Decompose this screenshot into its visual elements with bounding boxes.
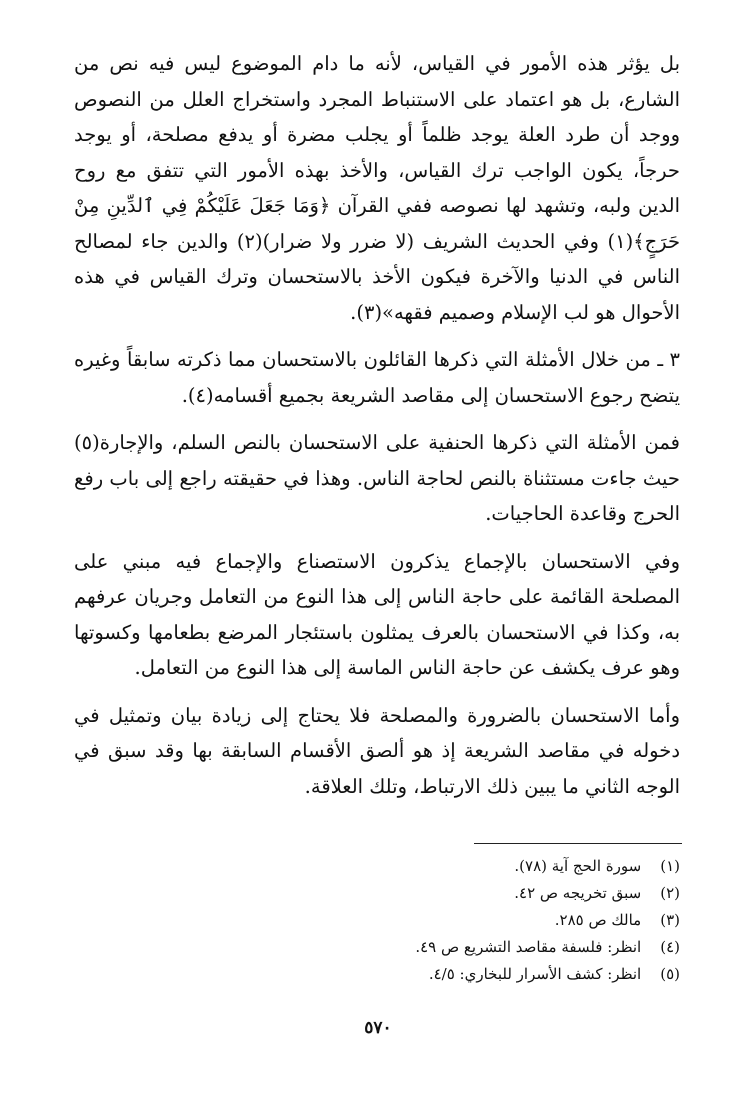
paragraph-3: فمن الأمثلة التي ذكرها الحنفية على الاستحسان بالنص السلم، والإجارة(٥) حيث جاءت مستثناة بالنص لحاجة الناس. وهذا في حقيقته راجع إلى باب رفع الحرج وقاعدة الحاجيات. [74,431,680,525]
page-number: ٥٧٠ [364,1018,392,1038]
footnote-text: سبق تخريجه ص ٤٢. [514,884,642,902]
footnote-text: سورة الحج آية (٧٨). [514,857,642,875]
footnote-text: انظر: كشف الأسرار للبخاري: ٤/٥. [428,965,642,983]
footnote-number: (٤) [660,938,680,956]
footnote-item [280,934,680,961]
paragraph-1: بل يؤثر هذه الأمور في القياس، لأنه ما دام الموضوع ليس فيه نص من الشارع، بل هو اعتماد على الاستنباط المجرد واستخراج العلل من النصوص ووجد أن طرد العلة يوجد ظلماً أو يجلب مضرة أو يدفع مصلحة، أو يوجد حرجاً، يكون الواجب ترك القياس، والأخذ بهذه الأمور التي تتفق مع روح الدين ولبه، وتشهد لها نصوصه ففي القرآن ﴿وَمَا جَعَلَ عَلَيْكُمْ فِي ٱلدِّينِ مِنْ حَرَجٍ﴾(١) وفي الحديث الشريف (لا ضرر ولا ضرار)(٢) والدين جاء لمصالح الناس في الدنيا والآخرة فيكون الأخذ بالاستحسان وترك القياس في هذه الأحوال هو لب الإسلام وصميم فقهه»(٣). [74,52,680,324]
footnotes-list [280,853,680,988]
paragraph-4: وفي الاستحسان بالإجماع يذكرون الاستصناع والإجماع فيه مبني على المصلحة القائمة على حاجة الناس إلى هذا النوع من التعامل وجريان عرفهم به، وكذا في الاستحسان بالعرف يمثلون باستئجار المرضع بطعامها وكسوتها وهو عرف يكشف عن حاجة الناس الماسة إلى هذا النوع من التعامل. [74,549,680,679]
footnote-item [280,880,680,907]
footnote-item [280,961,680,988]
footnote-item [280,853,680,880]
footnote-item [280,907,680,934]
footnote-text: انظر: فلسفة مقاصد التشريع ص ٤٩. [415,938,642,956]
footnote-number: (١) [660,857,680,875]
paragraph-5: وأما الاستحسان بالضرورة والمصلحة فلا يحتاج إلى زيادة بيان وتمثيل في دخوله في مقاصد الشريعة إذ هو ألصق الأقسام السابقة بها وقد سبق في الوجه الثاني ما يبين ذلك الارتباط، وتلك العلاقة. [74,703,680,798]
footnote-separator [474,843,682,844]
footnote-number: (٢) [660,884,680,902]
footnote-number: (٥) [660,965,680,983]
footnote-text: مالك ص ٢٨٥. [554,911,642,929]
main-text [74,46,680,804]
footnote-number: (٣) [660,911,680,929]
paragraph-2: ٣ ـ من خلال الأمثلة التي ذكرها القائلون بالاستحسان مما ذكرته سابقاً وغيره يتضح رجوع الاستحسان إلى مقاصد الشريعة بجميع أقسامه(٤). [74,348,680,407]
